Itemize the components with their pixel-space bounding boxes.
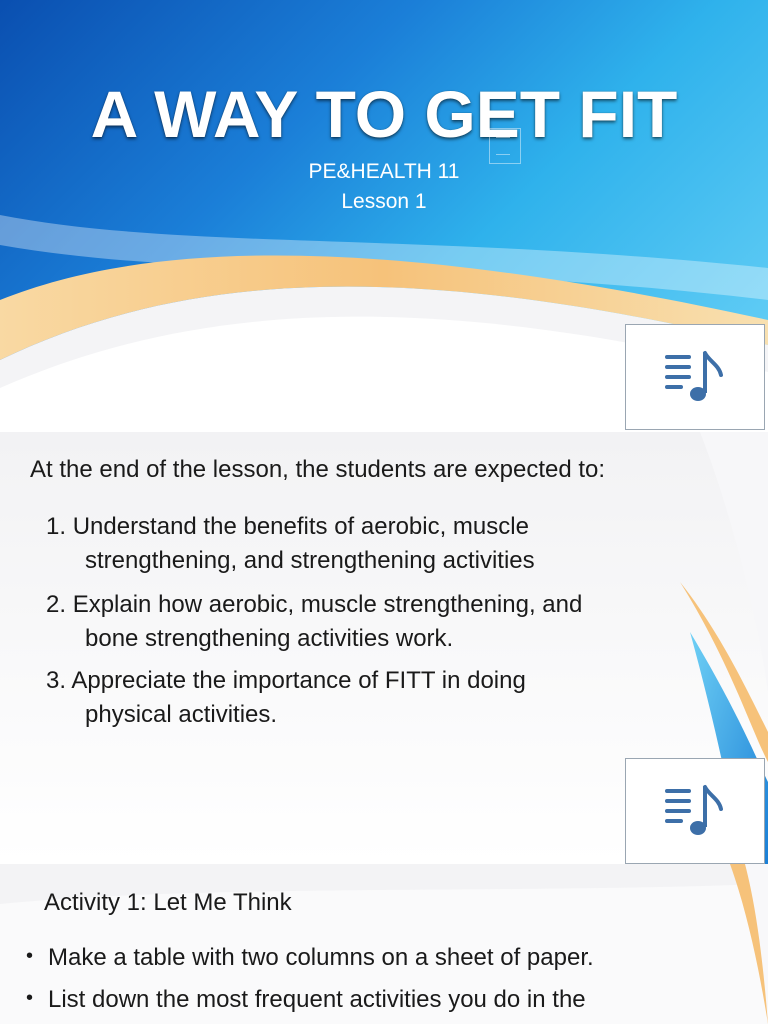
objective-number: 2. bbox=[46, 591, 67, 618]
audio-button[interactable] bbox=[625, 758, 765, 864]
objective-text-continued: physical activities. bbox=[85, 701, 278, 728]
objective-text: Appreciate the importance of FITT in doing bbox=[71, 667, 526, 694]
title-slide bbox=[0, 0, 768, 432]
placeholder-icon bbox=[489, 128, 521, 164]
activity-slide bbox=[0, 864, 768, 1024]
objective-number: 1. bbox=[46, 513, 67, 540]
objective-text-continued: strengthening, and strengthening activities bbox=[85, 547, 535, 574]
objective-item bbox=[46, 588, 726, 656]
audio-button[interactable] bbox=[625, 324, 765, 430]
objective-item bbox=[46, 664, 726, 732]
objective-item bbox=[46, 510, 726, 578]
course-subtitle: PE&HEALTH 11 bbox=[308, 160, 460, 183]
lesson-subtitle: Lesson 1 bbox=[341, 190, 427, 213]
bullet-text: Make a table with two columns on a sheet of paper. bbox=[48, 944, 594, 971]
objective-text-continued: bone strengthening activities work. bbox=[85, 625, 454, 652]
objective-text: Understand the benefits of aerobic, muscle bbox=[72, 513, 529, 540]
objective-text: Explain how aerobic, muscle strengthening, and bbox=[72, 591, 583, 618]
objectives-slide bbox=[0, 432, 768, 864]
slide-title: A WAY TO GET FIT bbox=[90, 77, 678, 151]
list-item bbox=[26, 944, 746, 972]
objectives-intro: At the end of the lesson, the students are expected to: bbox=[30, 456, 606, 483]
bullet-text: List down the most frequent activities you do in the bbox=[48, 986, 586, 1013]
list-item bbox=[26, 986, 746, 1014]
audio-playlist-icon bbox=[663, 783, 727, 839]
audio-playlist-icon bbox=[663, 349, 727, 405]
objective-number: 3. bbox=[46, 667, 67, 694]
activity-title: Activity 1: Let Me Think bbox=[44, 889, 292, 916]
bullet-glyph: • bbox=[26, 945, 34, 967]
bullet-glyph: • bbox=[26, 987, 34, 1009]
